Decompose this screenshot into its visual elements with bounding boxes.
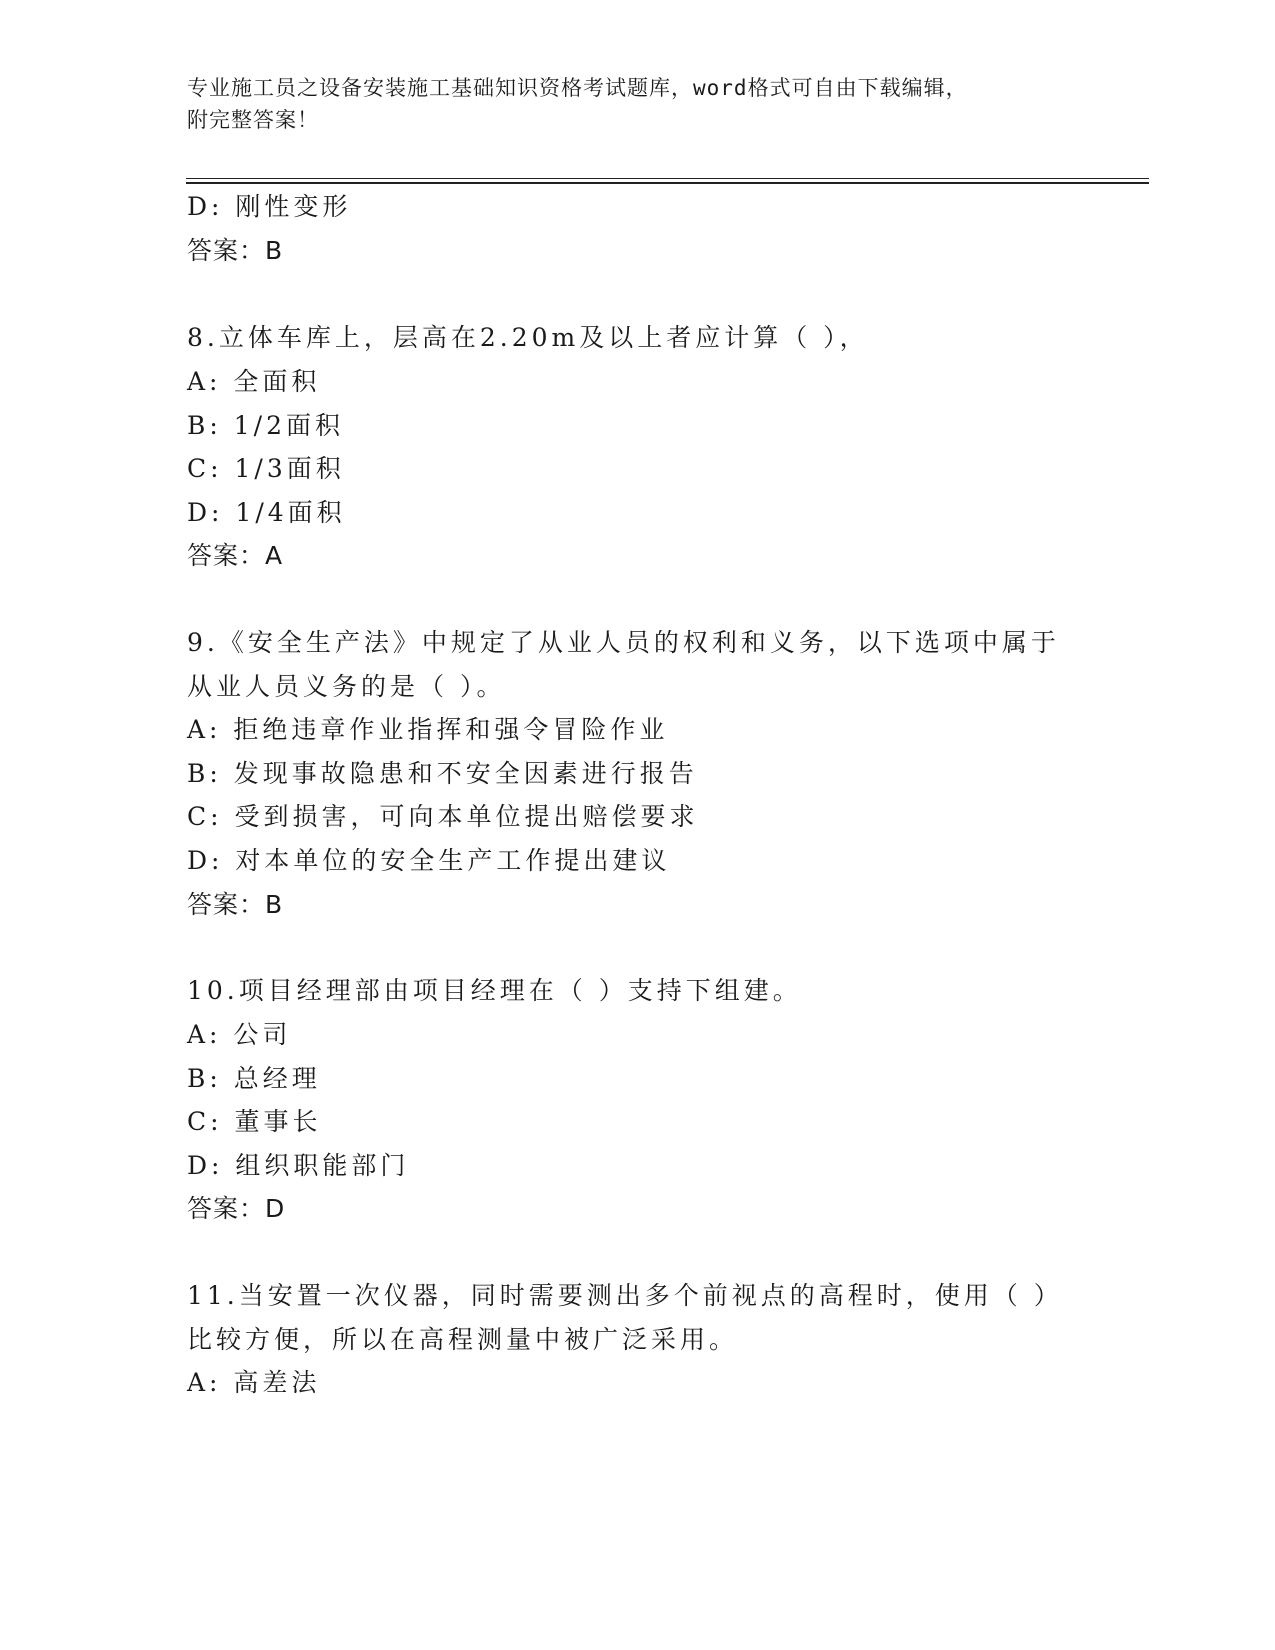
question-stem: 11.当安置一次仪器，同时需要测出多个前视点的高程时，使用（ ） [187, 1281, 1063, 1310]
option-a: A: 全面积 [187, 367, 321, 396]
option-c: C: 1/3面积 [187, 454, 345, 483]
answer-line: 答案：B [187, 236, 284, 265]
header-divider-bottom [186, 182, 1149, 184]
option-b: B: 1/2面积 [187, 411, 344, 440]
answer-line: 答案：A [187, 541, 284, 570]
option-c: C: 受到损害，可向本单位提出赔偿要求 [187, 802, 699, 831]
option-b: B: 发现事故隐患和不安全因素进行报告 [187, 759, 698, 788]
option-a: A: 高差法 [187, 1368, 321, 1397]
option-d: D: 刚性变形 [187, 192, 352, 221]
answer-line: 答案：B [187, 890, 284, 919]
option-d: D: 对本单位的安全生产工作提出建议 [187, 846, 671, 875]
question-stem: 9.《安全生产法》中规定了从业人员的权利和义务，以下选项中属于 [187, 628, 1060, 657]
header-divider-top [186, 178, 1149, 179]
option-a: A: 公司 [187, 1020, 292, 1049]
option-a: A: 拒绝违章作业指挥和强令冒险作业 [187, 715, 669, 744]
answer-line: 答案：D [187, 1194, 286, 1223]
header-line-2: 附完整答案！ [187, 108, 319, 132]
question-stem: 10.项目经理部由项目经理在（ ）支持下组建。 [187, 976, 802, 1005]
option-d: D: 组织职能部门 [187, 1151, 410, 1180]
header-line-1: 专业施工员之设备安装施工基础知识资格考试题库，word格式可自由下载编辑， [187, 76, 968, 100]
question-stem-continued: 比较方便，所以在高程测量中被广泛采用。 [187, 1325, 739, 1354]
option-b: B: 总经理 [187, 1064, 321, 1093]
option-d: D: 1/4面积 [187, 498, 346, 527]
question-stem: 8.立体车库上，层高在2.20m及以上者应计算（ ）， [187, 323, 869, 352]
document-header [187, 72, 1087, 136]
question-stem-continued: 从业人员义务的是（ ）。 [187, 672, 506, 701]
option-c: C: 董事长 [187, 1107, 322, 1136]
